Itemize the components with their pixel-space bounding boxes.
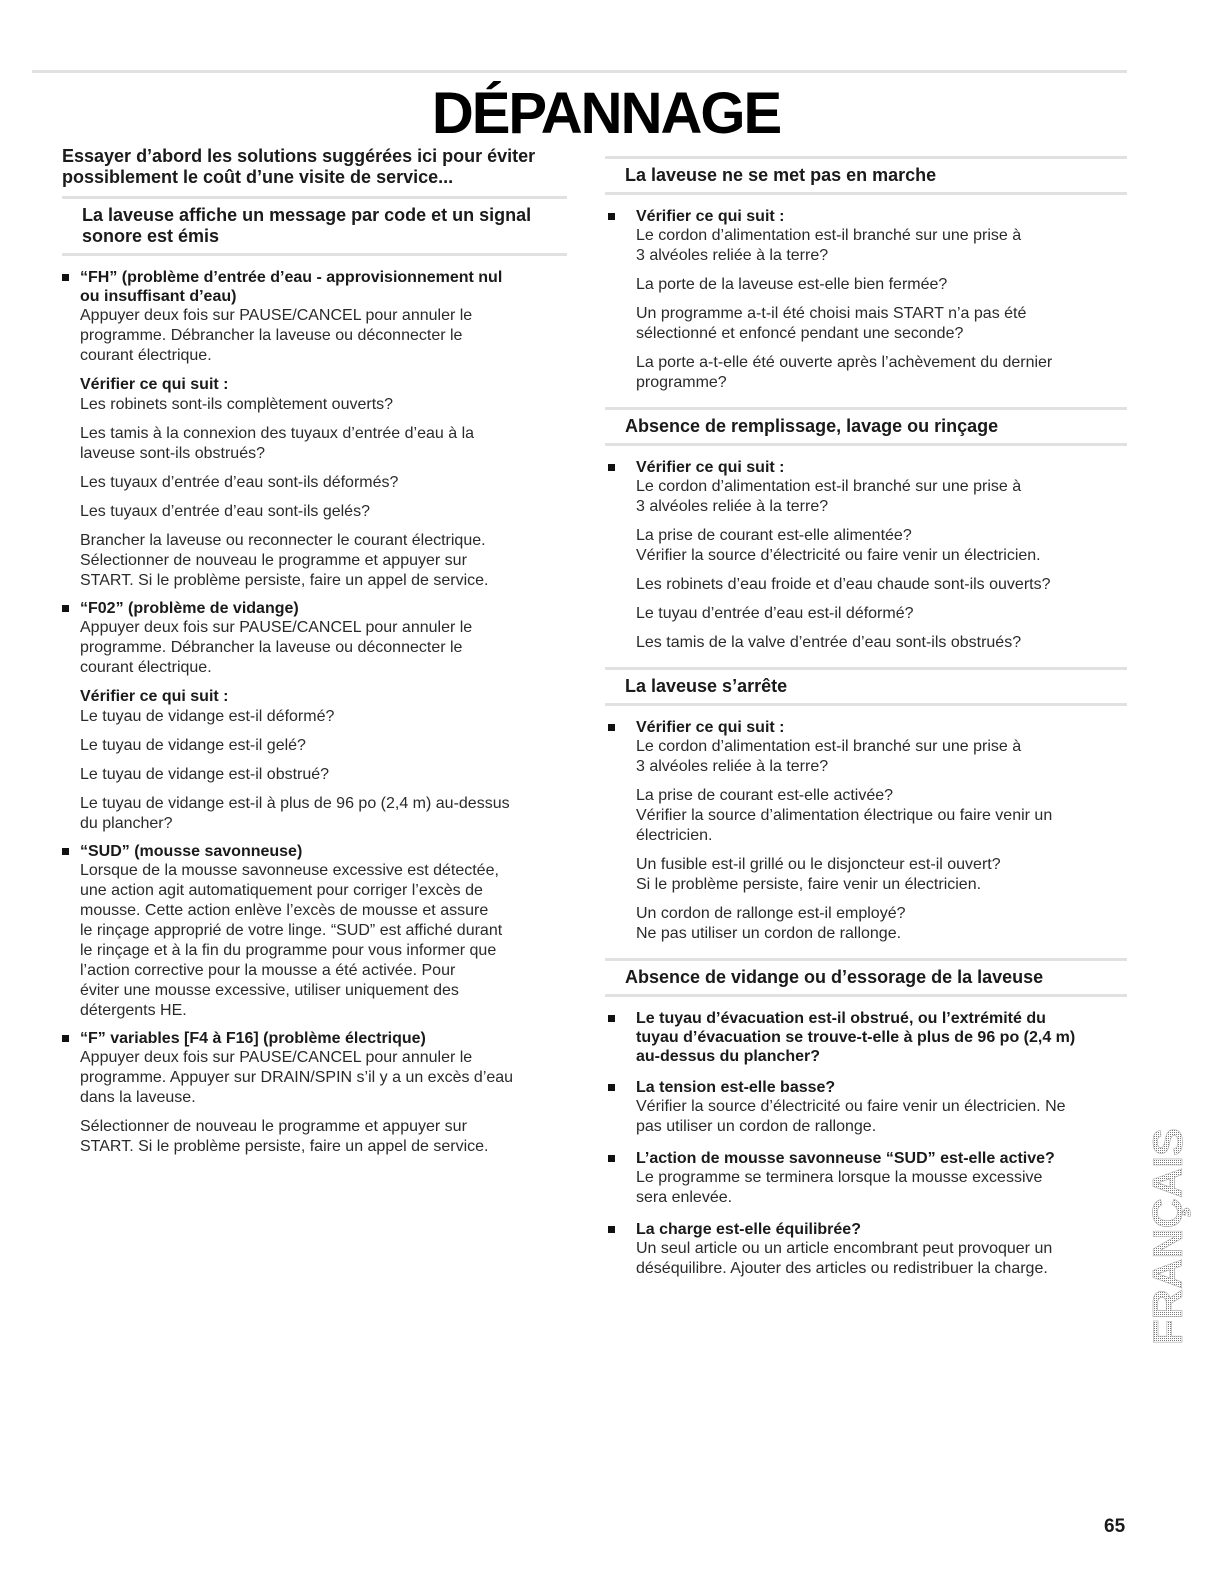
troubleshooting-section: [62, 196, 567, 1157]
paragraph-text: Les tuyaux d’entrée d’eau sont-ils gelés?: [80, 503, 370, 520]
bullet-square-icon: [608, 213, 615, 220]
bullet-square-icon: [608, 464, 615, 471]
paragraph-text: Lorsque de la mousse savonneuse excessive est détectée, une action agit automatiquement pour corriger l’excès de mousse. Cette action enlève l’excès de mousse et assure le rinçage approprié de votre linge. “SUD” est affiché durant le rinçage et à la fin du programme pour vous informer que l’action corrective pour la mousse a été activée. Pour éviter une mousse excessive, utiliser uniquement des détergents HE.: [80, 862, 503, 1019]
section-items: [605, 718, 1127, 944]
item-paragraph: [80, 502, 567, 522]
section-items: [605, 207, 1127, 393]
section-items: [62, 268, 567, 1157]
paragraph-text: Un cordon de rallonge est-il employé? Ne pas utiliser un cordon de rallonge.: [636, 905, 906, 942]
section-rule-bottom: [605, 703, 1127, 706]
language-side-tab: [1138, 1060, 1198, 1350]
paragraph-text: Un seul article ou un article encombrant peut provoquer un déséquilibre. Ajouter des articles ou redistribuer la charge.: [636, 1240, 1053, 1277]
item-paragraph: [80, 765, 567, 785]
paragraph-text: Appuyer deux fois sur PAUSE/CANCEL pour annuler le programme. Débrancher la laveuse ou déconnecter le courant électrique.: [80, 619, 473, 676]
bullet-square-icon: [62, 605, 69, 612]
paragraph-text: Les robinets sont-ils complètement ouverts?: [80, 396, 394, 413]
item-title: Vérifier ce qui suit :: [636, 459, 785, 476]
section-rule-bottom: [605, 994, 1127, 997]
paragraph-text: La prise de courant est-elle alimentée? Vérifier la source d’électricité ou faire venir un électricien.: [636, 527, 1041, 564]
item-paragraph: [80, 473, 567, 493]
top-rule: [32, 70, 1127, 73]
item-paragraph: [636, 904, 1127, 944]
page-title: DÉPANNAGE: [431, 81, 781, 146]
troubleshooting-section: [605, 407, 1127, 653]
list-item: [605, 1078, 1127, 1137]
paragraph-text: Appuyer deux fois sur PAUSE/CANCEL pour annuler le programme. Débrancher la laveuse ou déconnecter le courant électrique.: [80, 307, 473, 364]
item-title: Vérifier ce qui suit :: [636, 208, 785, 225]
item-paragraph: [80, 375, 567, 415]
item-paragraph: [636, 353, 1127, 393]
item-paragraph: [636, 1239, 1127, 1279]
item-title: “F02” (problème de vidange): [80, 600, 299, 617]
paragraph-text: La porte de la laveuse est-elle bien fermée?: [636, 276, 948, 293]
bullet-square-icon: [608, 724, 615, 731]
page-number: 65: [1104, 1516, 1126, 1537]
paragraph-text: Les tamis de la valve d’entrée d’eau sont-ils obstrués?: [636, 634, 1022, 651]
troubleshooting-section: [605, 156, 1127, 393]
item-paragraph: [80, 736, 567, 756]
paragraph-text: Les robinets d’eau froide et d’eau chaude sont-ils ouverts?: [636, 576, 1051, 593]
item-paragraph: [80, 687, 567, 727]
item-title: Le tuyau d’évacuation est-il obstrué, ou l’extrémité du tuyau d’évacuation se trouve-t-elle à plus de 96 po (2,4 m) au-dessus du plancher?: [636, 1010, 1076, 1065]
list-item: [62, 842, 567, 1021]
check-label: Vérifier ce qui suit :: [80, 688, 229, 705]
right-column: [605, 156, 1127, 1293]
paragraph-text: Un fusible est-il grillé ou le disjoncteur est-il ouvert? Si le problème persiste, faire venir un électricien.: [636, 856, 1001, 893]
item-paragraph: [636, 604, 1127, 624]
item-paragraph: [636, 786, 1127, 846]
list-item: [605, 207, 1127, 393]
item-title: L’action de mousse savonneuse “SUD” est-elle active?: [636, 1150, 1055, 1167]
paragraph-text: Le cordon d’alimentation est-il branché sur une prise à 3 alvéoles reliée à la terre?: [636, 478, 1022, 515]
paragraph-text: Vérifier la source d’électricité ou faire venir un électricien. Ne pas utiliser un cordon de rallonge.: [636, 1098, 1066, 1135]
bullet-square-icon: [62, 274, 69, 281]
paragraph-text: Le tuyau de vidange est-il déformé?: [80, 708, 335, 725]
paragraph-text: La prise de courant est-elle activée? Vérifier la source d’alimentation électrique ou faire venir un électricien.: [636, 787, 1053, 844]
item-title: La charge est-elle équilibrée?: [636, 1221, 861, 1238]
item-paragraph: [636, 1097, 1127, 1137]
item-paragraph: [80, 1117, 567, 1157]
list-item: [62, 1029, 567, 1157]
section-rule-bottom: [605, 192, 1127, 195]
section-rule-bottom: [605, 443, 1127, 446]
bullet-square-icon: [608, 1015, 615, 1022]
list-item: [605, 718, 1127, 944]
item-paragraph: [636, 737, 1127, 777]
paragraph-text: La porte a-t-elle été ouverte après l’achèvement du dernier programme?: [636, 354, 1053, 391]
intro-text: Essayer d’abord les solutions suggérées ici pour éviter possiblement le coût d’une visite de service...: [62, 146, 536, 187]
section-heading: Absence de vidange ou d’essorage de la laveuse: [625, 967, 1044, 987]
item-paragraph: [636, 526, 1127, 566]
list-item: [605, 458, 1127, 653]
item-paragraph: [636, 304, 1127, 344]
paragraph-text: Le tuyau de vidange est-il obstrué?: [80, 766, 330, 783]
check-label: Vérifier ce qui suit :: [80, 376, 229, 393]
item-paragraph: [636, 275, 1127, 295]
paragraph-text: Le tuyau de vidange est-il à plus de 96 po (2,4 m) au-dessus du plancher?: [80, 795, 510, 832]
paragraph-text: Le cordon d’alimentation est-il branché sur une prise à 3 alvéoles reliée à la terre?: [636, 227, 1022, 264]
item-paragraph: [80, 306, 567, 366]
paragraph-text: Le cordon d’alimentation est-il branché sur une prise à 3 alvéoles reliée à la terre?: [636, 738, 1022, 775]
paragraph-text: Sélectionner de nouveau le programme et appuyer sur START. Si le problème persiste, faire un appel de service.: [80, 1118, 489, 1155]
item-title: “SUD” (mousse savonneuse): [80, 843, 303, 860]
item-paragraph: [80, 794, 567, 834]
item-paragraph: [636, 633, 1127, 653]
item-paragraph: [80, 618, 567, 678]
paragraph-text: Brancher la laveuse ou reconnecter le courant électrique. Sélectionner de nouveau le programme et appuyer sur START. Si le problème persiste, faire un appel de service.: [80, 532, 489, 589]
section-heading: La laveuse affiche un message par code et un signal sonore est émis: [82, 205, 532, 246]
item-paragraph: [80, 1048, 567, 1108]
item-paragraph: [636, 855, 1127, 895]
item-paragraph: [636, 477, 1127, 517]
paragraph-text: Le programme se terminera lorsque la mousse excessive sera enlevée.: [636, 1169, 1043, 1206]
item-title: “FH” (problème d’entrée d’eau - approvisionnement nul ou insuffisant d’eau): [80, 269, 503, 305]
item-paragraph: [636, 226, 1127, 266]
list-item: [605, 1009, 1127, 1066]
section-items: [605, 458, 1127, 653]
section-rule-bottom: [62, 253, 567, 256]
paragraph-text: Le tuyau de vidange est-il gelé?: [80, 737, 306, 754]
bullet-square-icon: [62, 848, 69, 855]
item-paragraph: [80, 424, 567, 464]
item-title: Vérifier ce qui suit :: [636, 719, 785, 736]
paragraph-text: Les tamis à la connexion des tuyaux d’entrée d’eau à la laveuse sont-ils obstrués?: [80, 425, 475, 462]
item-paragraph: [636, 1168, 1127, 1208]
list-item: [605, 1149, 1127, 1208]
list-item: [605, 1220, 1127, 1279]
item-title: La tension est-elle basse?: [636, 1079, 836, 1096]
bullet-square-icon: [62, 1035, 69, 1042]
troubleshooting-section: [605, 958, 1127, 1279]
paragraph-text: Le tuyau d’entrée d’eau est-il déformé?: [636, 605, 914, 622]
paragraph-text: Les tuyaux d’entrée d’eau sont-ils déformés?: [80, 474, 399, 491]
paragraph-text: Appuyer deux fois sur PAUSE/CANCEL pour annuler le programme. Appuyer sur DRAIN/SPIN s’il y a un excès d’eau dans la laveuse.: [80, 1049, 514, 1106]
item-paragraph: [80, 531, 567, 591]
section-heading: La laveuse ne se met pas en marche: [625, 165, 937, 185]
left-column: [62, 146, 567, 1171]
item-paragraph: [636, 575, 1127, 595]
item-title: “F” variables [F4 à F16] (problème électrique): [80, 1030, 426, 1047]
side-tab-label: FRANÇAIS: [1144, 1128, 1191, 1345]
section-items: [605, 1009, 1127, 1279]
troubleshooting-section: [605, 667, 1127, 944]
list-item: [62, 268, 567, 591]
item-paragraph: [80, 861, 567, 1021]
paragraph-text: Un programme a-t-il été choisi mais START n’a pas été sélectionné et enfoncé pendant une seconde?: [636, 305, 1027, 342]
section-heading: La laveuse s’arrête: [625, 676, 788, 696]
list-item: [62, 599, 567, 834]
bullet-square-icon: [608, 1084, 615, 1091]
section-heading: Absence de remplissage, lavage ou rinçage: [625, 416, 999, 436]
bullet-square-icon: [608, 1155, 615, 1162]
bullet-square-icon: [608, 1226, 615, 1233]
